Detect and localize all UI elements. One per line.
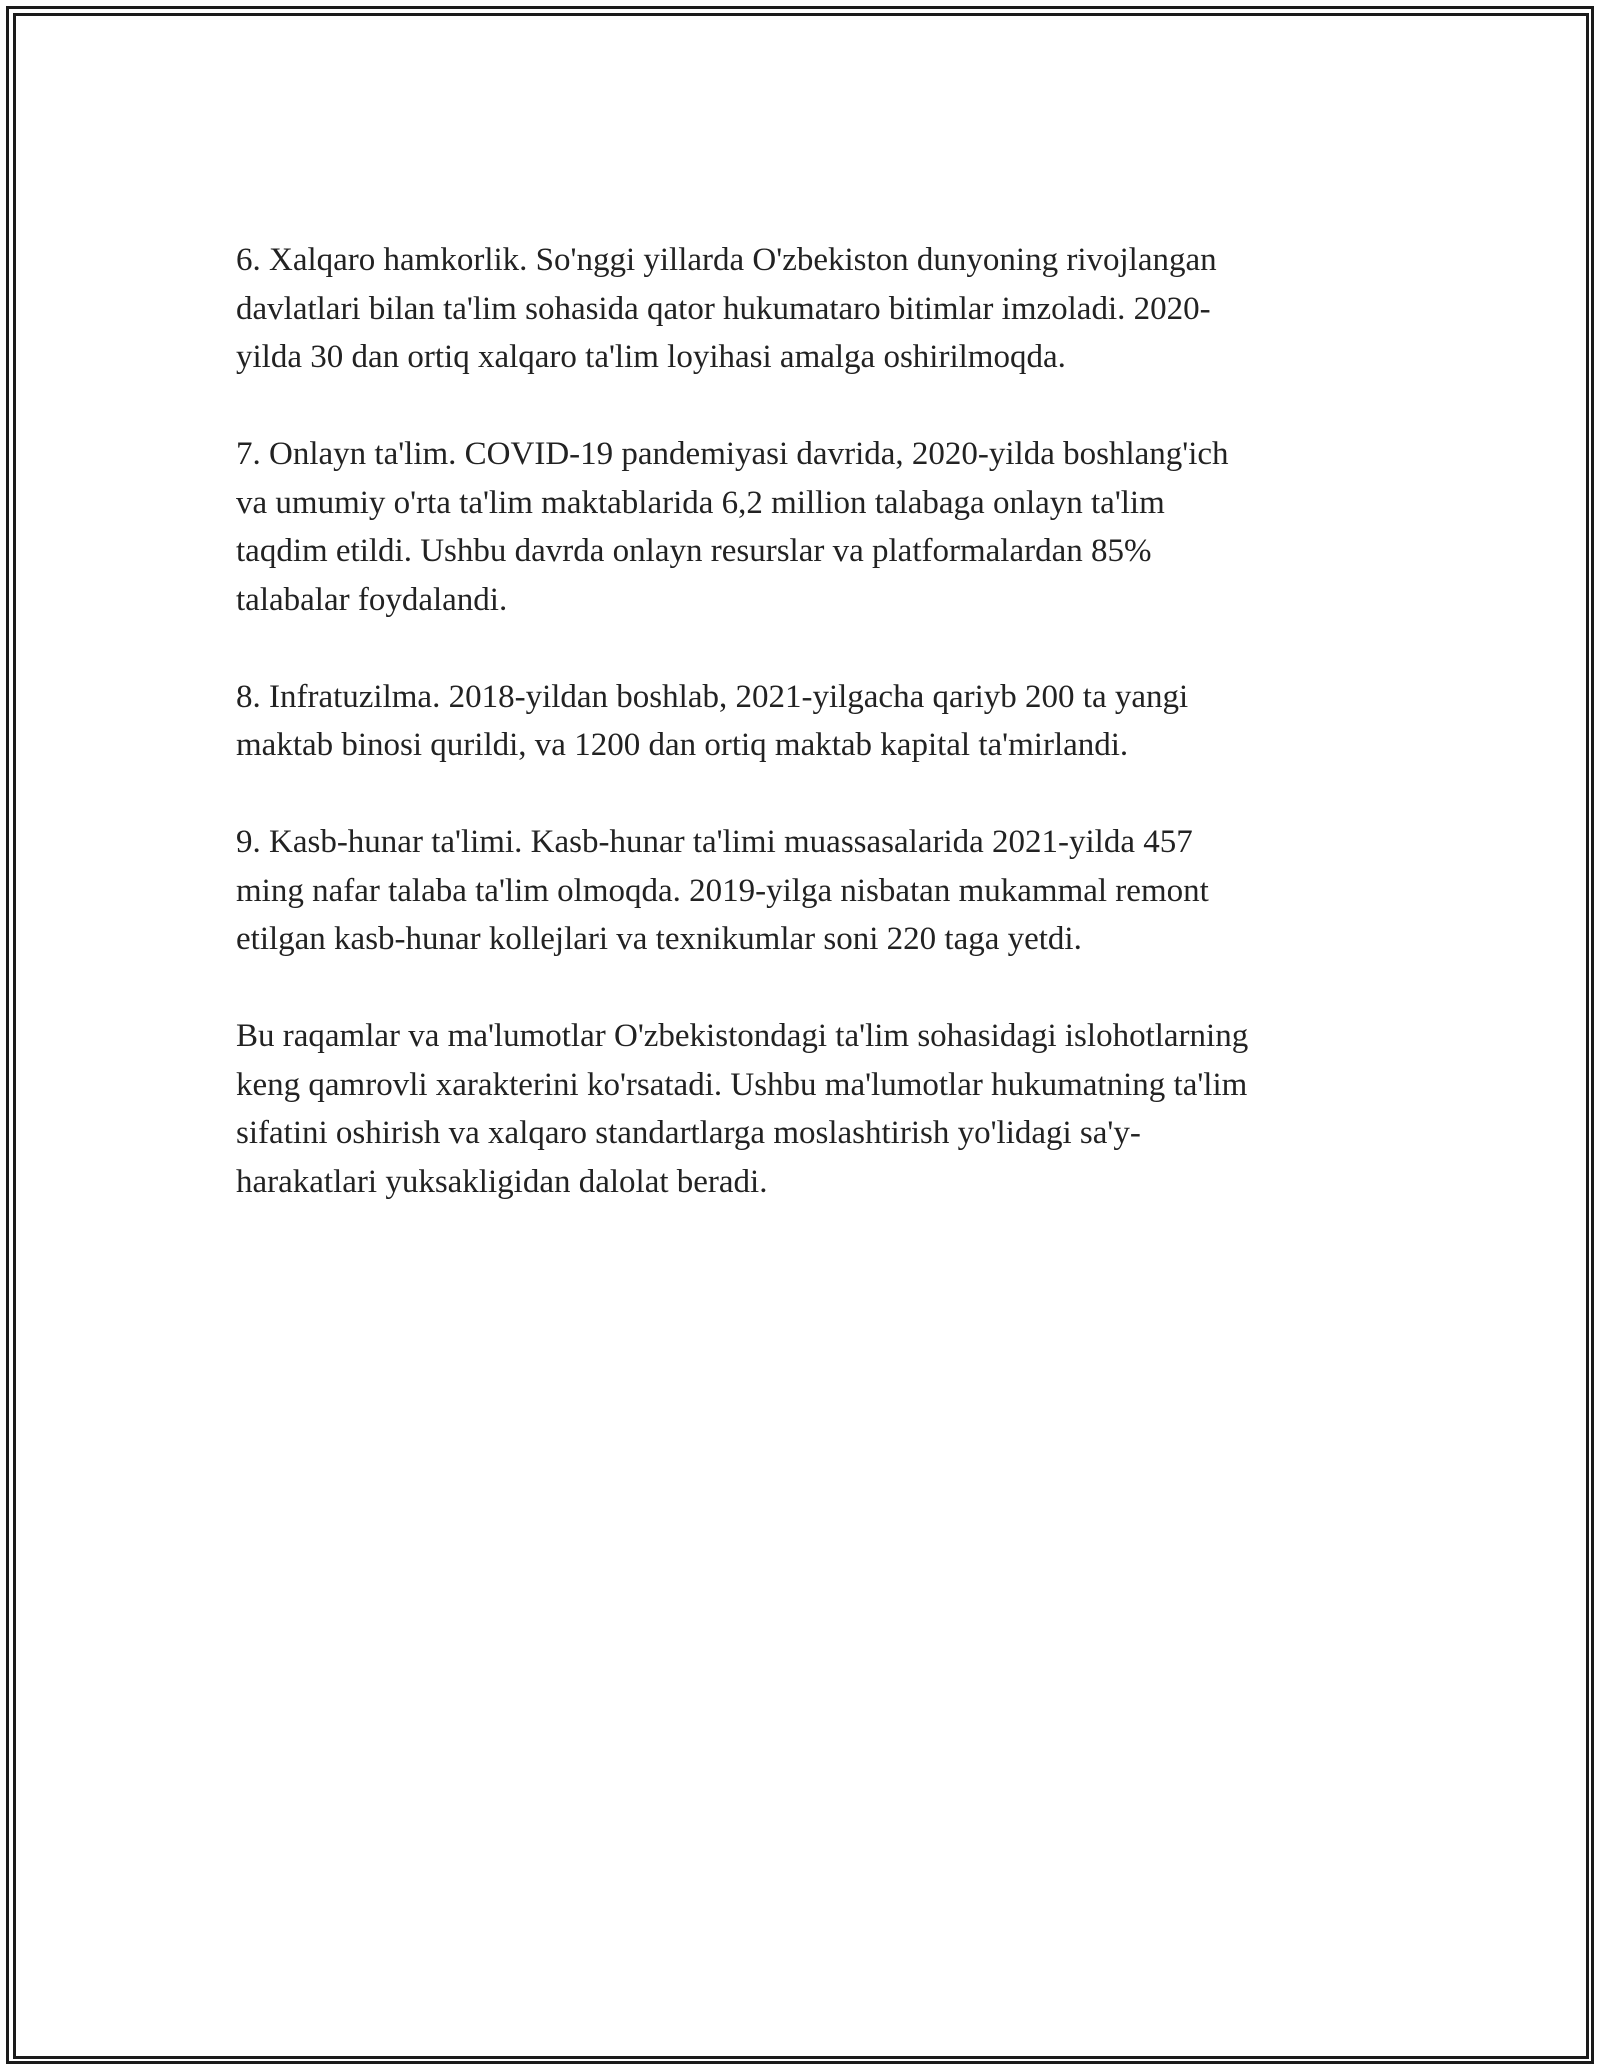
paragraph-infrastructure: 8. Infratuzilma. 2018-yildan boshlab, 2021-yilgacha qariyb 200 ta yangi maktab binosi qurildi, va 1200 dan ortiq maktab kapital ta'mirlandi.: [236, 678, 1189, 763]
paragraph-vocational-education: 9. Kasb-hunar ta'limi. Kasb-hunar ta'limi muassasalarida 2021-yilda 457 ming nafar talaba ta'lim olmoqda. 2019-yilga nisbatan mukammal remont etilgan kasb-hunar kollejlari va texnikumlar soni 220 taga yetdi.: [236, 824, 1209, 957]
document-body: [236, 236, 1386, 1206]
paragraph-international-cooperation: 6. Xalqaro hamkorlik. So'nggi yillarda O'zbekiston dunyoning rivojlangan davlatlari bilan ta'lim sohasida qator hukumataro bitimlar imzoladi. 2020- yilda 30 dan ortiq xalqaro ta'lim loyihasi amalga oshirilmoqda.: [236, 242, 1217, 375]
paragraph-conclusion: Bu raqamlar va ma'lumotlar O'zbekistondagi ta'lim sohasidagi islohotlarning keng qamrovli xarakterini ko'rsatadi. Ushbu ma'lumotlar hukumatning ta'lim sifatini oshirish va xalqaro standartlarga moslashtirish yo'lidagi sa'y- harakatlari yuksakligidan dalolat beradi.: [236, 1018, 1249, 1200]
paragraph-online-education: 7. Onlayn ta'lim. COVID-19 pandemiyasi davrida, 2020-yilda boshlang'ich va umumiy o'rta ta'lim maktablarida 6,2 million talabaga onlayn ta'lim taqdim etildi. Ushbu davrda onlayn resurslar va platformalardan 85% talabalar foydalandi.: [236, 436, 1229, 618]
